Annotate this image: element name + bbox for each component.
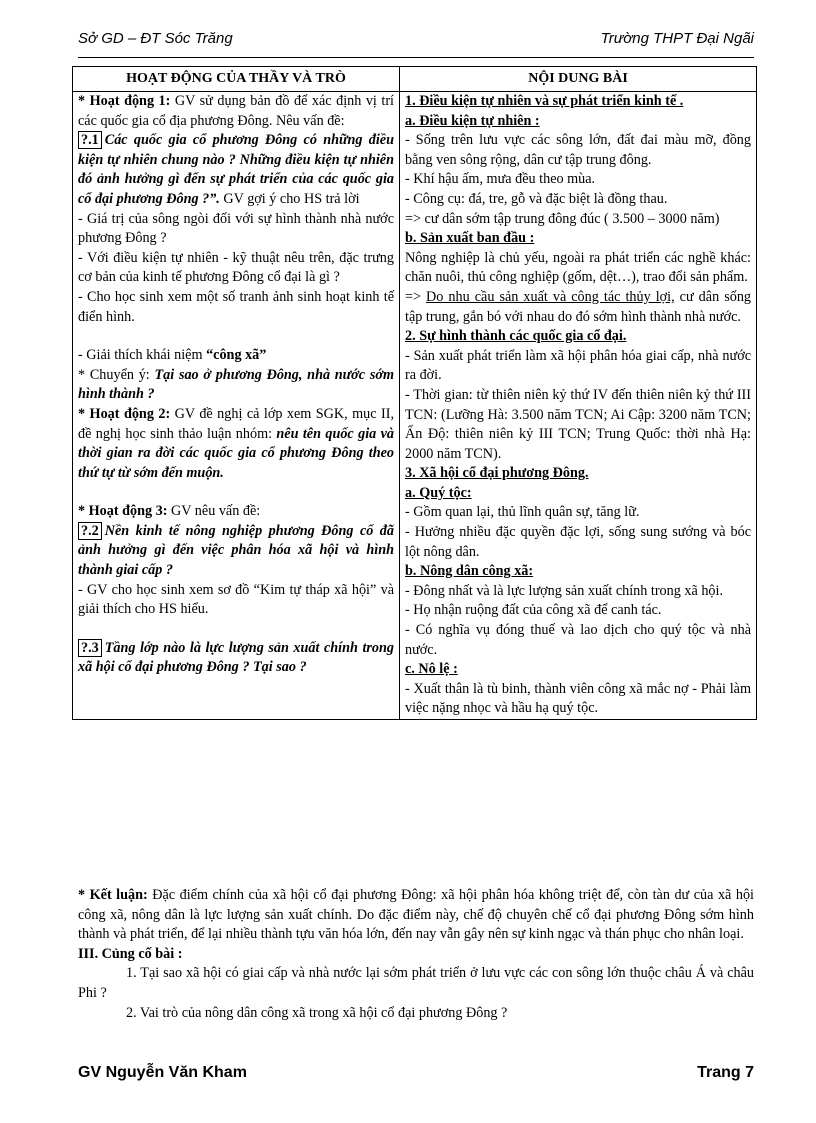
- activity-line: - GV cho học sinh xem sơ đồ “Kim tự tháp xã hội” và giải thích cho HS hiểu.: [78, 581, 394, 618]
- activity-1-text: GV sử dụng bản đồ để xác định vị trí các quốc gia cổ địa phương Đông. Nêu vấn đề:: [78, 93, 394, 129]
- question-2-text: Nền kinh tế nông nghiệp phương Đông cổ đã ảnh hưởng gì đến việc phân hóa xã hội và hình thành giai cấp ?: [78, 522, 394, 579]
- content-line: - Thời gian: từ thiên niên kỷ thứ IV đến thiên niên kỷ thứ III TCN: (Lưỡng Hà: 3.500 năm TCN; Ai Cập: 3200 năm TCN; Ấn Độ: thiên niên kỷ III TCN; Trung Quốc: thời nhà Hạ: 2000 năm TCN).: [405, 386, 751, 462]
- transition-question: Tại sao ở phương Đông, nhà nước sớm hình thành ?: [78, 366, 395, 403]
- section-1-title: 1. Điều kiện tự nhiên và sự phát triển kinh tế .: [405, 93, 684, 109]
- content-line: => cư dân sớm tập trung đông đúc ( 3.500 – 3000 năm): [405, 210, 720, 227]
- header-department: Sở GD – ĐT Sóc Trăng: [78, 30, 233, 47]
- section-3c-title: c. Nô lệ :: [405, 661, 458, 678]
- activity-3: [78, 502, 394, 522]
- conclusion-block: [78, 886, 754, 1023]
- conclusion-label: * Kết luận:: [78, 887, 148, 903]
- review-question-2: 2. Vai trò của nông dân công xã trong xã hội cổ đại phương Đông ?: [126, 1004, 508, 1021]
- commune-concept-text: - Giải thích khái niệm: [78, 347, 207, 364]
- question-3-badge: ?.3: [78, 639, 102, 657]
- section-1a-title: a. Điều kiện tự nhiên :: [405, 112, 540, 129]
- section-2-title: 2. Sự hình thành các quốc gia cổ đại.: [405, 328, 627, 345]
- underlined-reason: Do nhu cầu sản xuất và công tác thủy lợi,: [426, 288, 675, 305]
- footer-teacher: GV Nguyễn Văn Kham: [78, 1064, 247, 1081]
- content-line: Nông nghiệp là chủ yếu, ngoài ra phát triển các nghề khác: chăn nuôi, thủ công nghiệp (gốm, dệt…), trao đổi sản phẩm.: [405, 249, 751, 286]
- activity-1-label: * Hoạt động 1:: [78, 93, 171, 109]
- conclusion: [78, 886, 754, 945]
- content-cell: [400, 92, 757, 720]
- content-line: - Hưởng nhiều đặc quyền đặc lợi, sống sung sướng và bóc lột nông dân.: [405, 524, 751, 560]
- section-3b-title: b. Nông dân công xã:: [405, 563, 534, 580]
- activity-1: [78, 92, 394, 131]
- content-line: - Xuất thân là tù binh, thành viên công xã mắc nợ - Phải làm việc nặng nhọc và hầu hạ quý tộc.: [405, 680, 751, 717]
- question-1: [78, 131, 394, 209]
- review-title: III. Củng cố bài :: [78, 945, 183, 962]
- question-2: [78, 522, 394, 581]
- footer-page-number: Trang 7: [697, 1064, 754, 1081]
- activities-cell: [73, 92, 400, 720]
- content-line: - Sản xuất phát triển làm xã hội phân hóa giai cấp, nhà nước ra đời.: [405, 347, 751, 384]
- content-line: - Đông nhất và là lực lượng sản xuất chính trong xã hội.: [405, 582, 723, 599]
- commune-term: “công xã”: [206, 347, 267, 364]
- header-rule: [78, 57, 754, 58]
- commune-concept: [78, 346, 394, 366]
- content-line: - Họ nhận ruộng đất của công xã để canh tác.: [405, 602, 662, 619]
- activity-line: - Cho học sinh xem một số tranh ảnh sinh hoạt kinh tế điển hình.: [78, 288, 394, 325]
- page-footer: [78, 1064, 754, 1088]
- review-question-1: 1. Tại sao xã hội có giai cấp và nhà nước lại sớm phát triển ở lưu vực các con sông lớn thuộc châu Á và châu Phi ?: [78, 965, 754, 1001]
- section-3a-title: a. Quý tộc:: [405, 484, 472, 501]
- activity-line: - Giá trị của sông ngòi đối với sự hình thành nhà nước phương Đông ?: [78, 210, 394, 247]
- arrow: =>: [405, 288, 427, 305]
- question-1-badge: ?.1: [78, 131, 102, 149]
- content-line: - Gồm quan lại, thủ lĩnh quân sự, tăng lữ.: [405, 504, 640, 521]
- transition: [78, 366, 394, 405]
- content-line: - Công cụ: đá, tre, gỗ và đặc biệt là đồng thau.: [405, 190, 668, 207]
- content-line: - Có nghĩa vụ đóng thuế và lao dịch cho quý tộc và nhà nước.: [405, 622, 751, 658]
- question-3: [78, 639, 394, 678]
- activity-2: [78, 405, 394, 483]
- activity-3-text: GV nêu vấn đề:: [167, 503, 261, 520]
- question-1-hint: GV gợi ý cho HS trả lời: [219, 190, 360, 207]
- activity-2-task: nêu tên quốc gia và thời gian ra đời các quốc gia cổ phương Đông theo thứ tự từ sớm đến muộn.: [78, 425, 394, 481]
- lesson-table: [72, 66, 757, 720]
- activity-2-text: GV đề nghị cả lớp xem SGK, mục II, đề nghị học sinh thảo luận nhóm:: [78, 405, 395, 442]
- column-header-activities: HOẠT ĐỘNG CỦA THẦY VÀ TRÒ: [73, 67, 400, 92]
- question-3-text: Tầng lớp nào là lực lượng sản xuất chính trong xã hội cổ đại phương Đông ? Tại sao ?: [78, 639, 394, 676]
- activity-2-label: * Hoạt động 2:: [78, 405, 171, 422]
- section-3-title: 3. Xã hội cổ đại phương Đông.: [405, 465, 589, 482]
- column-header-content: NỘI DUNG BÀI: [400, 67, 757, 92]
- activity-3-label: * Hoạt động 3:: [78, 503, 168, 520]
- content-line: - Sống trên lưu vực các sông lớn, đất đai màu mỡ, đồng bằng ven sông rộng, dân cư tập trung đông.: [405, 132, 751, 168]
- question-2-badge: ?.2: [78, 522, 102, 540]
- reason-rest: cư dân sống tập trung, gắn bó với nhau do đó sớm hình thành nhà nước.: [405, 288, 752, 325]
- header-school: Trường THPT Đại Ngãi: [600, 30, 754, 47]
- activity-line: - Với điều kiện tự nhiên - kỹ thuật nêu trên, đặc trưng cơ bản của kinh tế phương Đông cổ đại là gì ?: [78, 249, 394, 286]
- content-line: [405, 288, 751, 327]
- conclusion-text: Đặc điểm chính của xã hội cổ đại phương Đông: xã hội phân hóa không triệt để, còn tàn dư của xã hội công xã, nông dân là lực lượng sản xuất chính. Do đặc điểm này, chế độ chuyên chế cổ đại phương Đông sớm hình thành và phát triển, để lại nhiều thành tựu văn hóa lớn, đến nay vẫn gây nên sự kinh ngạc và thán phục cho nhân loại.: [78, 887, 754, 943]
- content-line: - Khí hậu ấm, mưa đều theo mùa.: [405, 171, 596, 188]
- question-1-text: Các quốc gia cổ phương Đông có những điều kiện tự nhiên chung nào ? Những điều kiện tự nhiên đó ảnh hưởng gì đến sự phát triển của các quốc gia cổ đại phương Đông ?”.: [78, 132, 394, 207]
- section-1b-title: b. Sản xuất ban đầu :: [405, 230, 535, 247]
- page-header: [78, 30, 754, 52]
- transition-label: * Chuyển ý:: [78, 366, 155, 383]
